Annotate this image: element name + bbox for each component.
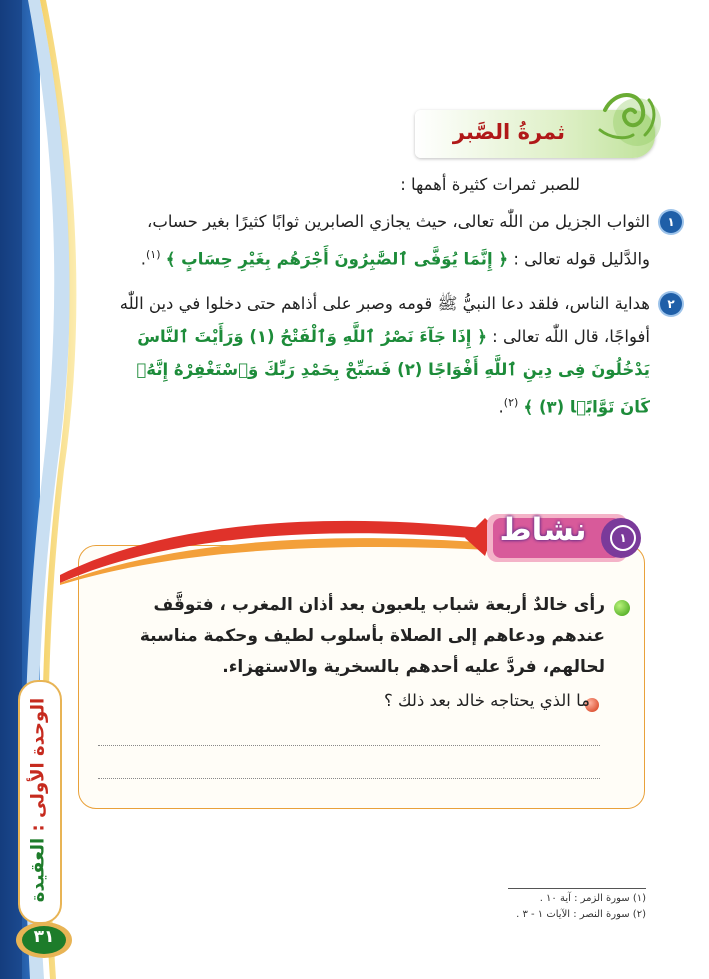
page-number: ٣١ xyxy=(33,927,55,947)
footnote-divider xyxy=(508,888,646,889)
quran-verse: ﴿ إِذَا جَآءَ نَصْرُ ٱللَّهِ وَٱلْفَتْحُ (١) وَرَأَيْتَ ٱلنَّاسَ يَدْخُلُونَ فِى دِينِ ٱللَّهِ أَفْوَاجًا (٢) فَسَبِّحْ بِحَمْدِ رَبِّكَ وَٱسْتَغْفِرْهُ إِنَّهُۥ كَانَ تَوَّابًۢا (٣) ﴾ xyxy=(136,327,650,417)
footnote-ref: (٢) xyxy=(503,396,519,409)
unit-label xyxy=(28,698,49,902)
green-bullet-icon xyxy=(614,600,630,616)
item-end-dot: . xyxy=(498,397,504,417)
quran-verse: ﴿ إِنَّمَا يُوَفَّى ٱلصَّٰبِرُونَ أَجْرَهُم بِغَيْرِ حِسَابٍ ﴾ xyxy=(165,249,509,269)
item-text: الثواب الجزيل من اللّٰه تعالى، حيث يجازي الصابرين ثوابًا كثيرًا بغير حساب، والدَّليل قوله تعالى : xyxy=(147,212,650,269)
item-number-badge: ١ xyxy=(660,211,682,233)
item-number-badge: ٢ xyxy=(660,293,682,315)
footnote: (١) سورة الزمر : آية ١٠ . xyxy=(539,893,646,904)
floral-ornament-icon xyxy=(585,80,665,160)
activity-number-badge: ١ xyxy=(610,525,636,551)
activity-scenario: رأى خالدٌ أربعة شباب يلعبون بعد أذان المغرب ، فتوقَّف عندهم ودعاهم إلى الصلاة بأسلوب لطيف وحكمة مناسبة لحالهم، فردَّ عليه أحدهم بالسخرية والاستهزاء. xyxy=(139,595,605,677)
section-title: ثمرةُ الصَّبر xyxy=(452,120,565,144)
activity-title: نشاط xyxy=(499,512,587,548)
unit-label-prefix: الوحدة الأولى : xyxy=(27,697,49,832)
list-item xyxy=(110,205,675,276)
intro-text: للصبر ثمرات كثيرة أهمها : xyxy=(400,175,580,194)
unit-label-tab xyxy=(18,680,58,930)
answer-line[interactable] xyxy=(98,745,600,746)
unit-label-name: العقيدة xyxy=(27,837,49,903)
item-text: هداية الناس، فلقد دعا النبيُّ ﷺ قومه وصبر على أذاهم حتى دخلوا في دين اللّٰه أفواجًا، قال اللّٰه تعالى : xyxy=(119,294,650,346)
list-item xyxy=(110,287,675,424)
answer-line[interactable] xyxy=(98,778,600,779)
footnote: (٢) سورة النصر : الآيات ١ - ٣ . xyxy=(516,909,646,920)
item-end-dot: . xyxy=(140,249,146,269)
footnote-ref: (١) xyxy=(145,248,161,261)
activity-question: ما الذي يحتاجه خالد بعد ذلك ؟ xyxy=(384,691,590,710)
